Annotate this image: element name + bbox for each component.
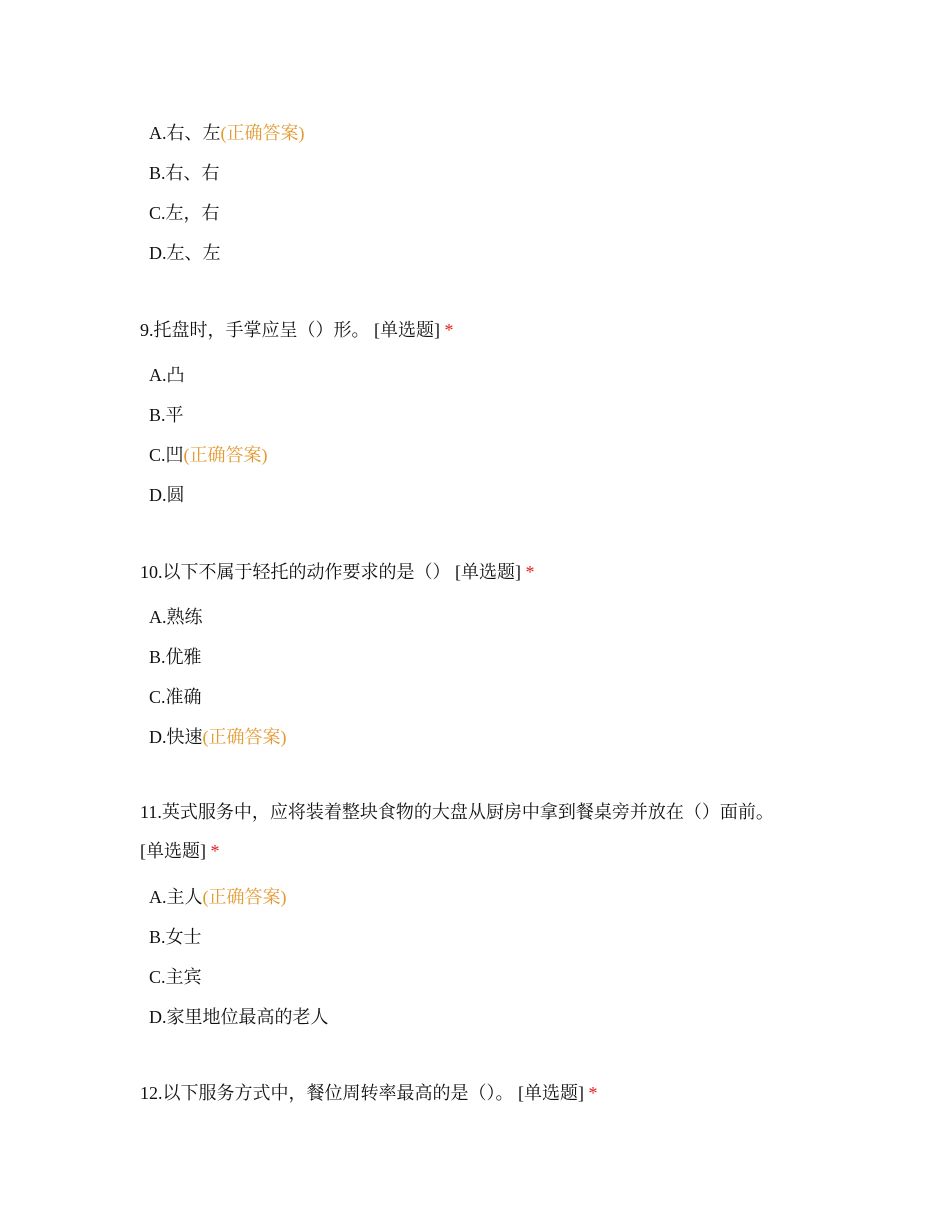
q10-title [140, 560, 535, 584]
q11-option-b [149, 925, 202, 949]
option-text: B.右、右 [149, 163, 220, 183]
q11-title-line1 [140, 800, 774, 824]
required-star: * [525, 562, 535, 582]
q9-title [140, 318, 454, 342]
option-text: D.家里地位最高的老人 [149, 1007, 329, 1027]
q8-option-b [149, 161, 220, 185]
q10-option-a [149, 605, 203, 629]
correct-answer-tag: (正确答案) [183, 445, 268, 465]
q10-option-d [149, 725, 287, 749]
q9-option-a [149, 363, 185, 387]
correct-answer-tag: (正确答案) [202, 887, 287, 907]
question-text: 9.托盘时，手掌应呈（）形。 [单选题] [140, 320, 440, 340]
q10-option-b [149, 645, 202, 669]
required-star: * [588, 1083, 598, 1103]
question-text: 11.英式服务中，应将装着整块食物的大盘从厨房中拿到餐桌旁并放在（）面前。 [140, 802, 774, 822]
q11-title-line2 [140, 839, 220, 863]
option-text: C.主宾 [149, 967, 202, 987]
question-type: [单选题] [140, 841, 206, 861]
question-text: 12.以下服务方式中，餐位周转率最高的是（）。 [单选题] [140, 1083, 584, 1103]
required-star: * [210, 841, 220, 861]
option-text: D.左、左 [149, 243, 221, 263]
q8-option-c [149, 201, 220, 225]
option-text: A.凸 [149, 365, 185, 385]
option-text: A.右、左 [149, 123, 221, 143]
required-star: * [444, 320, 454, 340]
q9-option-c [149, 443, 268, 467]
q9-option-d [149, 483, 185, 507]
option-text: A.熟练 [149, 607, 203, 627]
option-text: B.平 [149, 405, 184, 425]
q9-option-b [149, 403, 184, 427]
option-text: D.圆 [149, 485, 185, 505]
option-text: A.主人 [149, 887, 203, 907]
option-text: C.左，右 [149, 203, 220, 223]
q11-option-d [149, 1005, 329, 1029]
option-text: C.准确 [149, 687, 202, 707]
q8-option-d [149, 241, 221, 265]
correct-answer-tag: (正确答案) [220, 123, 305, 143]
q11-option-c [149, 965, 202, 989]
option-text: C.凹 [149, 445, 184, 465]
question-text: 10.以下不属于轻托的动作要求的是（） [单选题] [140, 562, 521, 582]
option-text: B.女士 [149, 927, 202, 947]
q8-option-a [149, 121, 305, 145]
option-text: D.快速 [149, 727, 203, 747]
correct-answer-tag: (正确答案) [202, 727, 287, 747]
option-text: B.优雅 [149, 647, 202, 667]
q10-option-c [149, 685, 202, 709]
q11-option-a [149, 885, 287, 909]
q12-title [140, 1081, 598, 1105]
